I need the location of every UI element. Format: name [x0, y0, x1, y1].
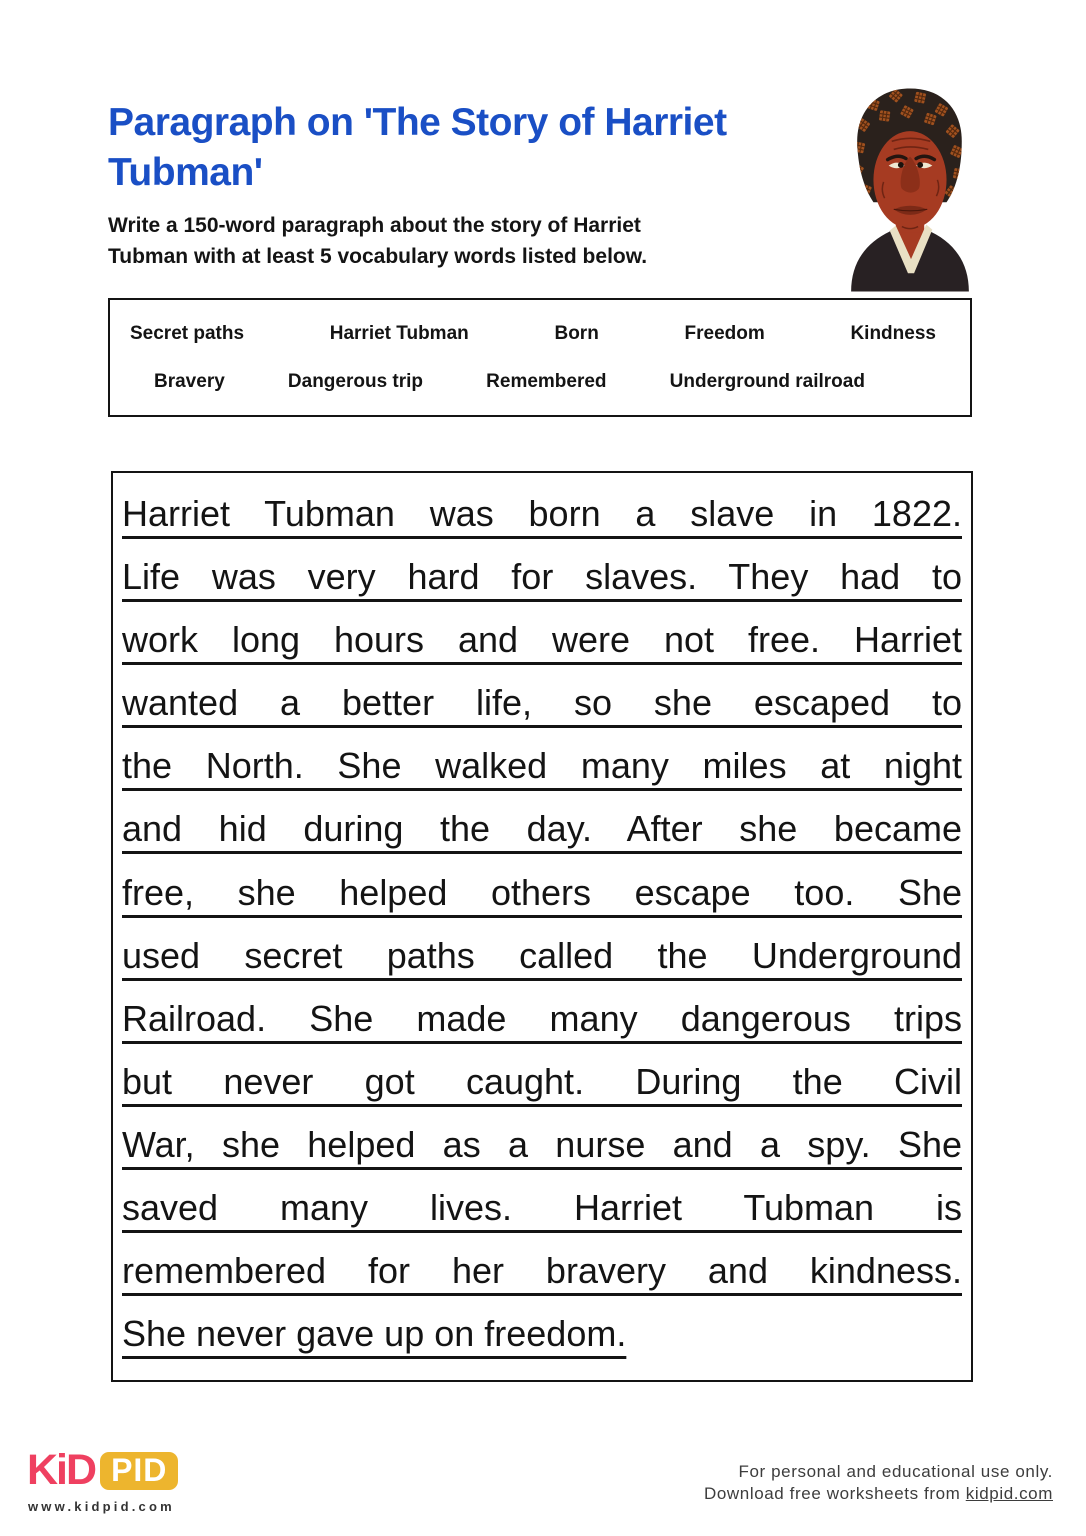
vocab-word-bravery: Bravery — [154, 371, 225, 392]
kidpid-link[interactable]: kidpid.com — [965, 1483, 1053, 1503]
vocab-word-dangerous-trip: Dangerous trip — [287, 371, 424, 392]
vocab-word-born: Born — [554, 323, 599, 344]
paragraph-line: War, she helped as a nurse and a spy. She — [122, 1123, 962, 1165]
kidpid-logo-pid-badge: PID — [100, 1452, 178, 1490]
vocabulary-box — [108, 298, 972, 417]
vocabulary-row-2 — [110, 371, 970, 393]
paragraph-line: Life was very hard for slaves. They had to — [122, 556, 962, 598]
vocabulary-row-1 — [110, 323, 970, 345]
paragraph-line: the North. She walked many miles at night — [122, 745, 962, 787]
paragraph-line: and hid during the day. After she became — [122, 808, 962, 850]
paragraph-writing-box — [111, 471, 973, 1382]
vocab-word-remembered: Remembered — [486, 371, 607, 392]
usage-note — [704, 1461, 1053, 1504]
instructions-text — [108, 210, 808, 272]
usage-note-line2-prefix: Download free worksheets from — [703, 1483, 966, 1503]
paragraph-line: remembered for her bravery and kindness. — [122, 1250, 962, 1292]
kidpid-logo — [27, 1446, 178, 1494]
vocab-word-underground-railroad: Underground railroad — [669, 371, 865, 392]
instructions-line2: Tubman with at least 5 vocabulary words listed below. — [108, 245, 648, 268]
paragraph-line: wanted a better life, so she escaped to — [122, 682, 962, 724]
vocab-word-secret-paths: Secret paths — [130, 323, 245, 344]
instructions-line1: Write a 150-word paragraph about the story of Harriet — [108, 214, 641, 237]
page-title-line1: Paragraph on 'The Story of Harriet — [108, 101, 727, 144]
paragraph-line: but never got caught. During the Civil — [122, 1060, 962, 1102]
page-title — [108, 98, 727, 198]
paragraph-line: Harriet Tubman was born a slave in 1822. — [122, 493, 962, 534]
paragraph-line: She never gave up on freedom. — [122, 1313, 627, 1355]
paragraph-line: used secret paths called the Underground — [122, 934, 962, 976]
paragraph-line: free, she helped others escape too. She — [122, 871, 962, 913]
vocab-word-kindness: Kindness — [850, 323, 936, 344]
kidpid-logo-kid-text: KiD — [27, 1446, 96, 1494]
harriet-tubman-illustration — [843, 82, 977, 292]
vocab-word-freedom: Freedom — [684, 323, 765, 344]
usage-note-line1: For personal and educational use only. — [738, 1462, 1053, 1481]
paragraph-line: work long hours and were not free. Harriet — [122, 619, 962, 661]
page-title-line2: Tubman' — [108, 151, 263, 194]
paragraph-line: saved many lives. Harriet Tubman is — [122, 1187, 962, 1229]
vocab-word-harriet-tubman: Harriet Tubman — [329, 323, 469, 344]
usage-note-line2 — [704, 1483, 1053, 1505]
paragraph-line: Railroad. She made many dangerous trips — [122, 997, 962, 1039]
kidpid-website-url: www.kidpid.com — [28, 1499, 175, 1514]
